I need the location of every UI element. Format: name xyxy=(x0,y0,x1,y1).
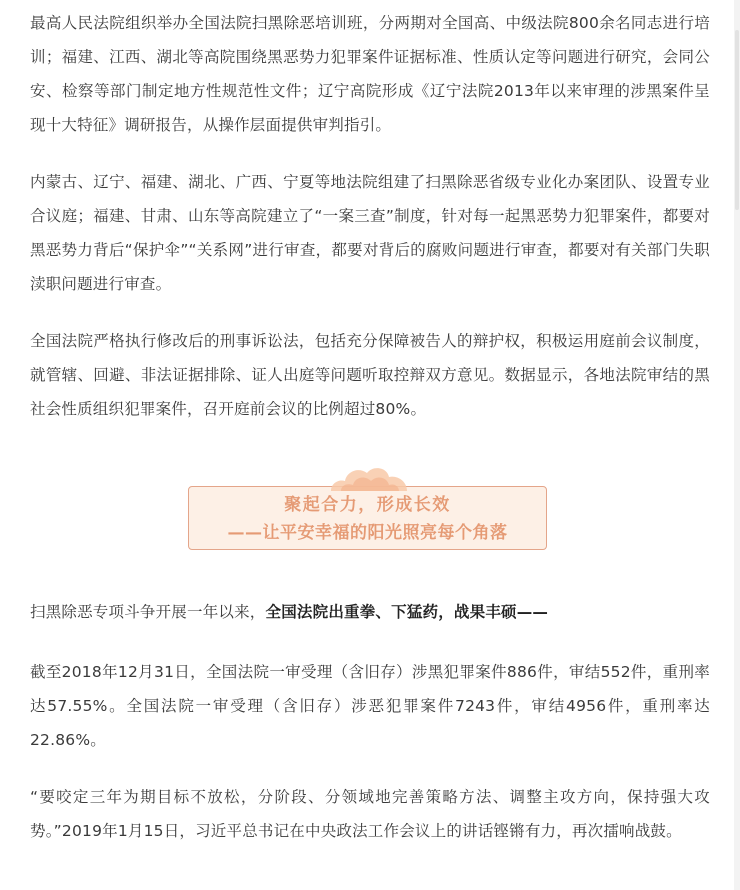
section-banner xyxy=(188,486,547,550)
paragraph-pretrial-meetings: 全国法院严格执行修改后的刑事诉讼法，包括充分保障被告人的辩护权，积极运用庭前会议制度，就管辖、回避、非法证据排除、证人出庭等问题听取控辩双方意见。数据显示，各地法院审结的黑社会性质组织犯罪案件，召开庭前会议的比例超过80%。 xyxy=(30,332,710,418)
paragraph-achievements-intro xyxy=(30,595,710,629)
scrollbar[interactable] xyxy=(734,0,740,890)
paragraph-quote: “要咬定三年为期目标不放松，分阶段、分领域地完善策略方法、调整主攻方向，保持强大攻势。”2019年1月15日，习近平总书记在中央政法工作会议上的讲话铿锵有力，再次擂响战鼓。 xyxy=(30,788,710,840)
intro-bold-text: 全国法院出重拳、下猛药，战果丰硕—— xyxy=(265,603,549,621)
scrollbar-thumb[interactable] xyxy=(735,30,739,210)
paragraph-statistics: 截至2018年12月31日，全国法院一审受理（含旧存）涉黑犯罪案件886件，审结552件，重刑率达57.55%。全国法院一审受理（含旧存）涉恶犯罪案件7243件，审结4956件，重刑率达22.86%。 xyxy=(30,663,710,749)
intro-plain-text: 扫黑除恶专项斗争开展一年以来， xyxy=(30,603,266,621)
paragraph-special-teams: 内蒙古、辽宁、福建、湖北、广西、宁夏等地法院组建了扫黑除恶省级专业化办案团队、设置专业合议庭；福建、甘肃、山东等高院建立了“一案三查”制度，针对每一起黑恶势力犯罪案件，都要对黑恶势力背后“保护伞”“关系网”进行审查，都要对背后的腐败问题进行审查，都要对有关部门失职渎职问题进行审查。 xyxy=(30,173,710,293)
banner-title: 聚起合力，形成长效 xyxy=(284,495,451,515)
banner-subtitle: ——让平安幸福的阳光照亮每个角落 xyxy=(227,523,508,543)
cloud-icon xyxy=(327,461,411,493)
paragraph-training: 最高人民法院组织举办全国法院扫黑除恶培训班，分两期对全国高、中级法院800余名同志进行培训；福建、江西、湖北等高院围绕黑恶势力犯罪案件证据标准、性质认定等问题进行研究，会同公安、检察等部门制定地方性规范性文件；辽宁高院形成《辽宁法院2013年以来审理的涉黑案件呈现十大特征》调研报告，从操作层面提供审判指引。 xyxy=(30,14,710,134)
